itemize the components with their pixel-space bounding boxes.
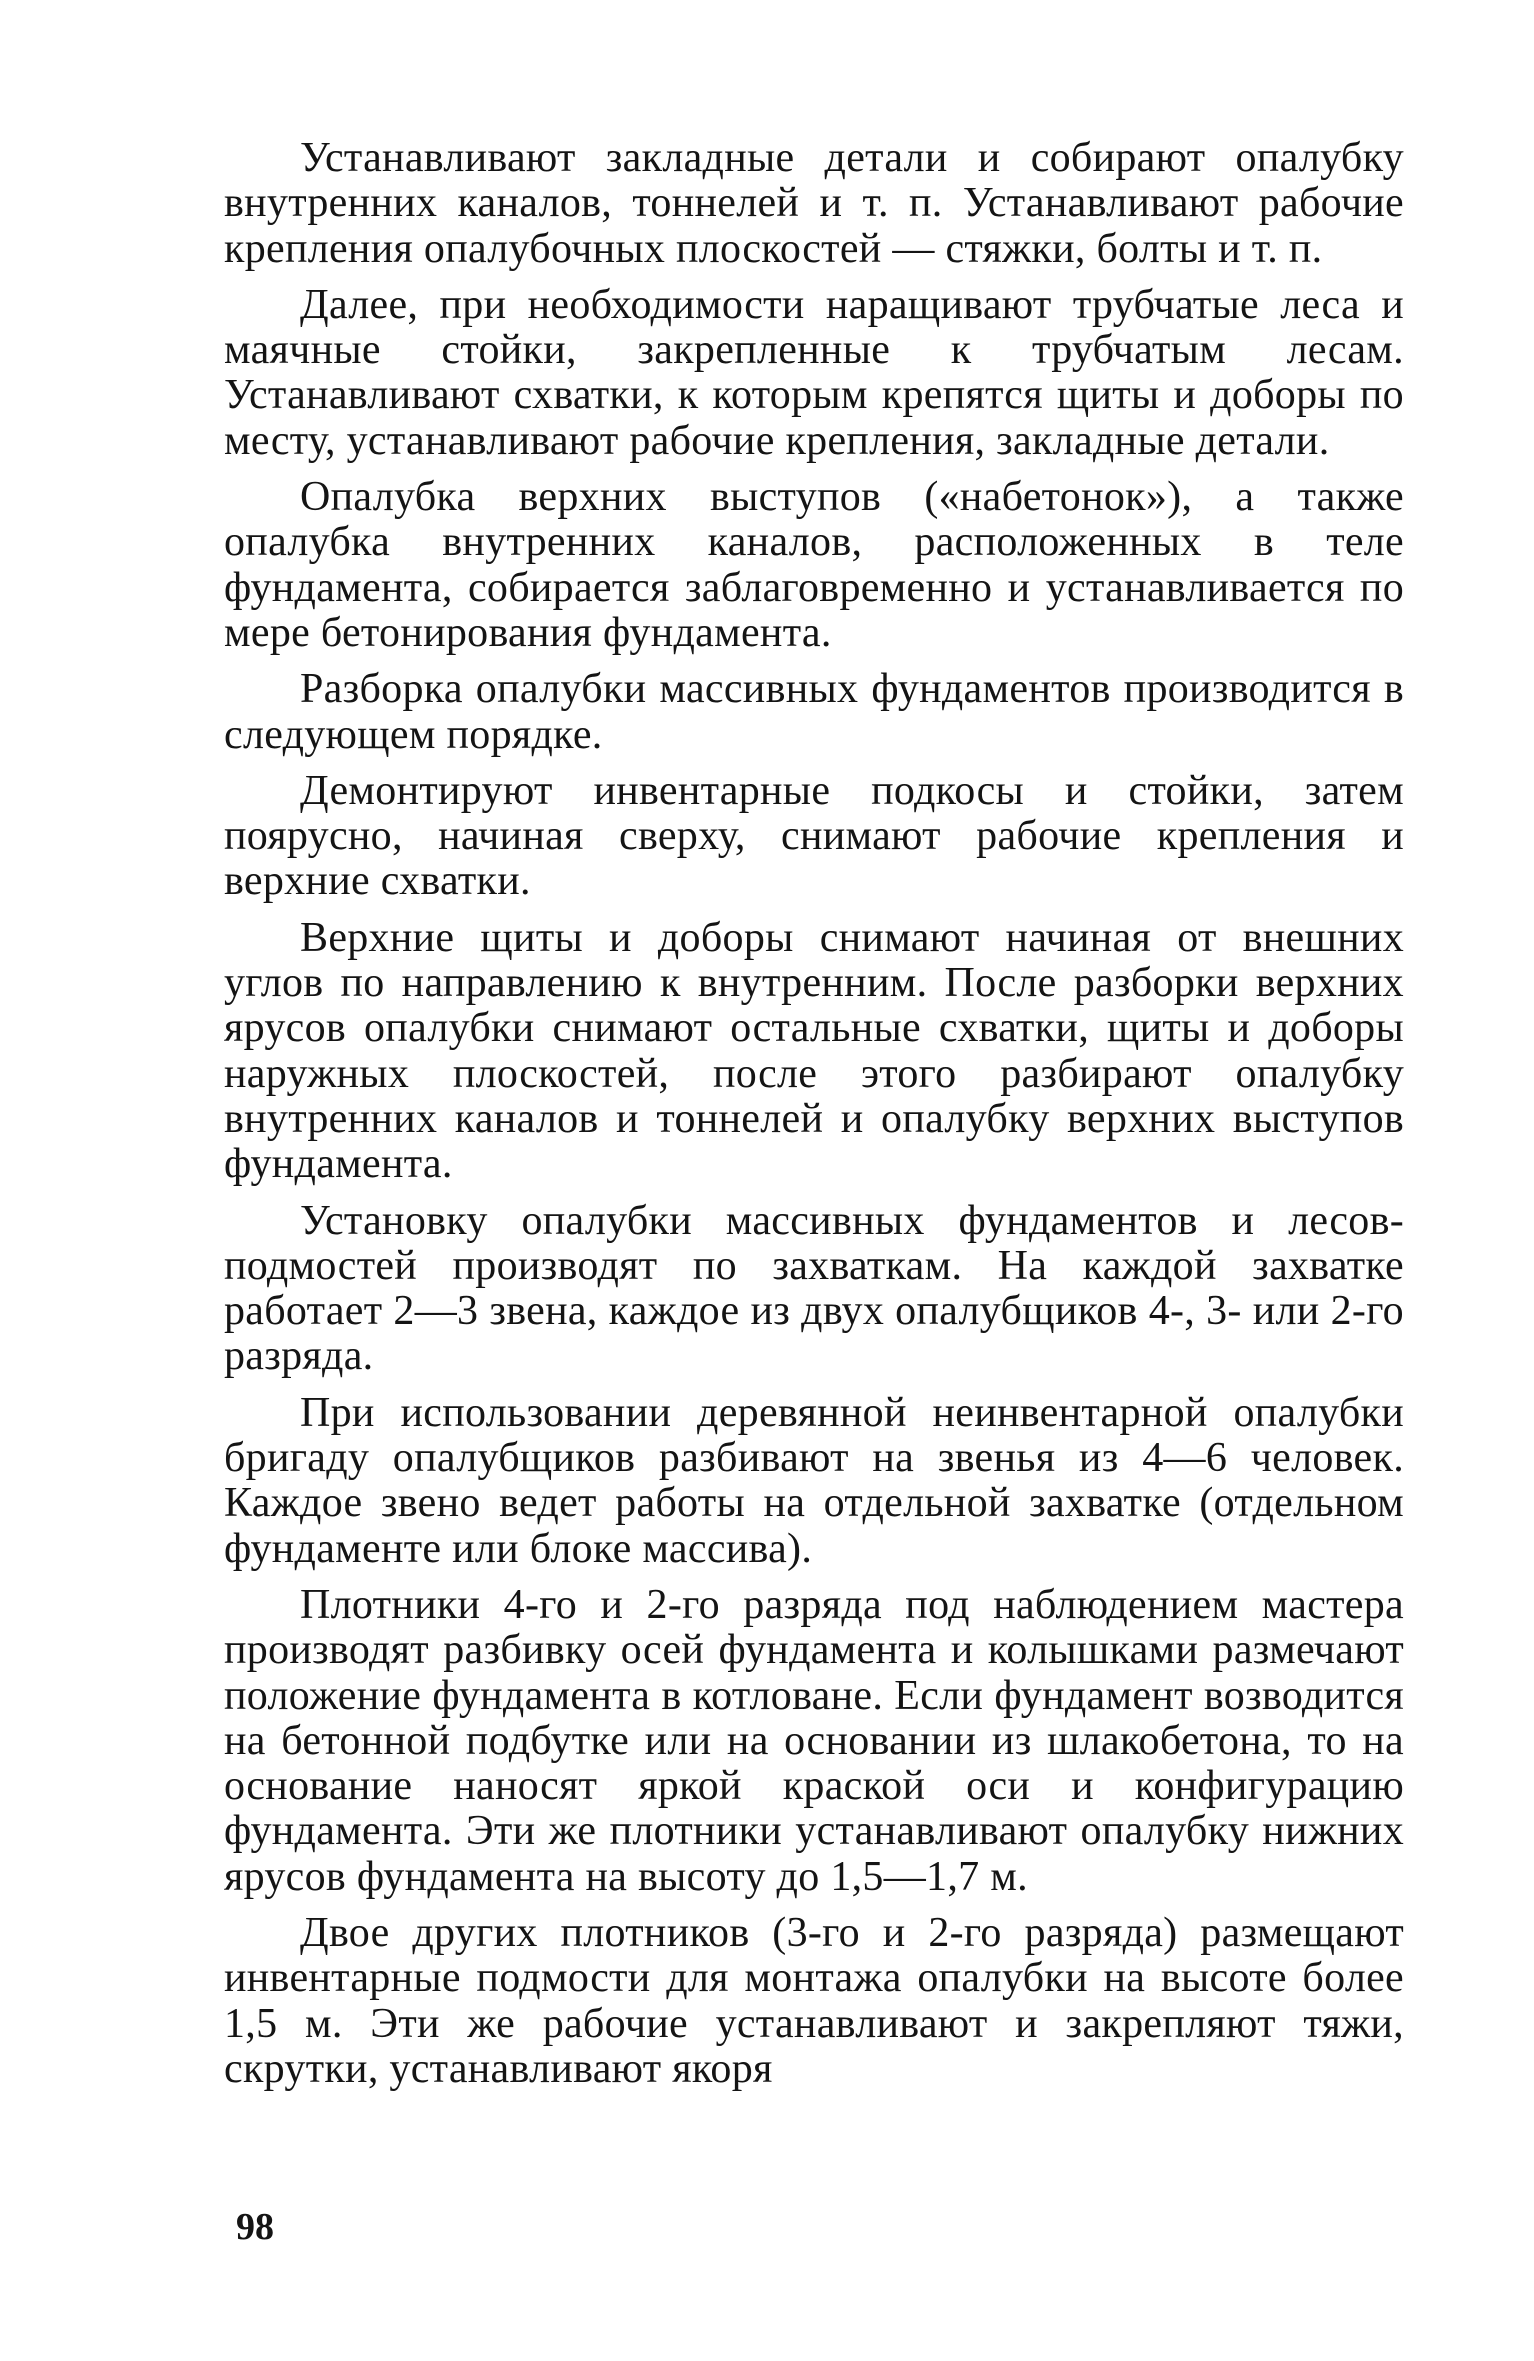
paragraph: Опалубка верхних выступов («набетонок»), а также опалубка внутренних каналов, расположенных в теле фундамента, собирается заблаговременно и устанавливается по мере бетонирования фундамента.: [224, 474, 1404, 656]
paragraph: Разборка опалубки массивных фундаментов производится в следующем порядке.: [224, 666, 1404, 758]
paragraph: Двое других плотников (3-го и 2-го разряда) размещают инвентарные подмости для монтажа опалубки на высоте более 1,5 м. Эти же рабочие устанавливают и закрепляют тяжи, скрутки, устанавливают якоря: [224, 1909, 1404, 2092]
page-number: 98: [236, 2206, 274, 2248]
paragraph: Верхние щиты и доборы снимают начиная от внешних углов по направлению к внутренним. После разборки верхних ярусов опалубки снимают остальные схватки, щиты и доборы наружных плоскостей, после этого разбирают опалубку внутренних каналов и тоннелей и опалубку верхних выступов фундамента.: [224, 914, 1404, 1188]
paragraph: Далее, при необходимости наращивают трубчатые леса и маячные стойки, закрепленные к трубчатым лесам. Устанавливают схватки, к которым крепятся щиты и доборы по месту, устанавливают рабочие крепления, закладные детали.: [224, 281, 1404, 464]
paragraph: Устанавливают закладные детали и собирают опалубку внутренних каналов, тоннелей и т. п. Устанавливают рабочие крепления опалубочных плоскостей — стяжки, болты и т. п.: [224, 135, 1404, 272]
paragraph: При использовании деревянной неинвентарной опалубки бригаду опалубщиков разбивают на звенья из 4—6 человек. Каждое звено ведет работы на отдельной захватке (отдельном фундаменте или блоке массива).: [224, 1389, 1404, 1572]
paragraph: Установку опалубки массивных фундаментов и лесов-подмостей производят по захваткам. На каждой захватке работает 2—3 звена, каждое из двух опалубщиков 4-, 3- или 2-го разряда.: [224, 1197, 1404, 1380]
page-body: [224, 136, 1404, 2103]
paragraph: Плотники 4-го и 2-го разряда под наблюдением мастера производят разбивку осей фундамента и колышками размечают положение фундамента в котловане. Если фундамент возводится на бетонной подбутке или на основании из шлакобетона, то на основание наносят яркой краской оси и конфигурацию фундамента. Эти же плотники устанавливают опалубку нижних ярусов фундамента на высоту до 1,5—1,7 м.: [224, 1581, 1404, 1900]
paragraph: Демонтируют инвентарные подкосы и стойки, затем поярусно, начиная сверху, снимают рабочие крепления и верхние схватки.: [224, 767, 1404, 905]
